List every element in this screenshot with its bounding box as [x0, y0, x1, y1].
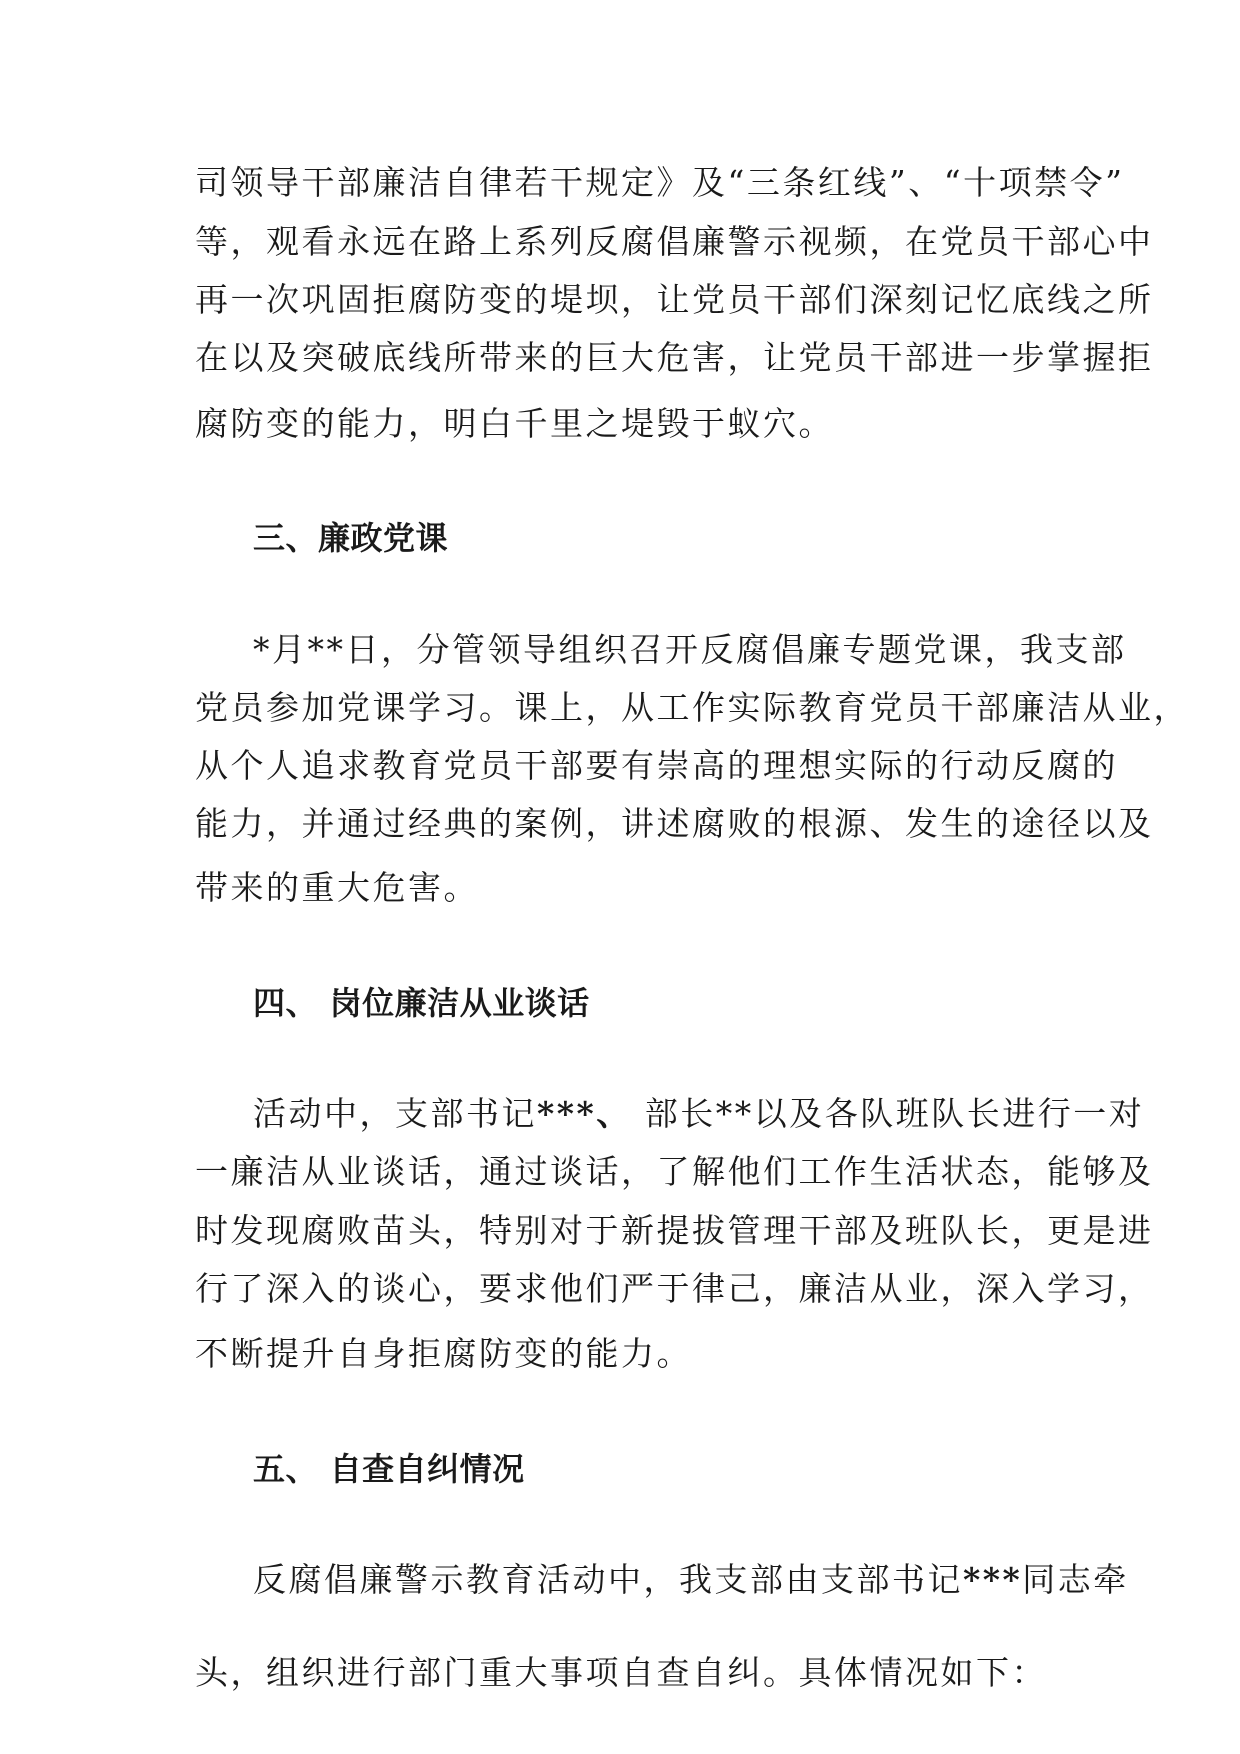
paragraph-line: [253, 1094, 1144, 1134]
paragraph-line: 行了深入的谈心，要求他们严于律己，廉洁从业，深入学习，: [195, 1269, 1154, 1308]
paragraph-line: *月**日，分管领导组织召开反腐倡廉专题党课，我支部: [253, 630, 1127, 669]
paragraph-line: 等，观看永远在路上系列反腐倡廉警示视频，在党员干部心中: [195, 222, 1154, 261]
paragraph-line: 从个人追求教育党员干部要有崇高的理想实际的行动反腐的: [195, 746, 1118, 785]
redacted-name: ***、: [537, 1094, 632, 1133]
paragraph-line: 一廉洁从业谈话，通过谈话，了解他们工作生活状态，能够及: [195, 1152, 1154, 1191]
redacted-name: ***: [963, 1560, 1023, 1599]
paragraph-line: 再一次巩固拒腐防变的堤坝，让党员干部们深刻记忆底线之所: [195, 280, 1154, 319]
section-heading: 四、 岗位廉洁从业谈话: [253, 984, 590, 1022]
paragraph-line: 头，组织进行部门重大事项自查自纠。具体情况如下：: [195, 1653, 1047, 1692]
paragraph-line: 腐防变的能力，明白千里之堤毁于蚁穴。: [195, 404, 834, 443]
text-run: 同志牵: [1022, 1560, 1129, 1599]
paragraph-line: 带来的重大危害。: [195, 868, 479, 907]
paragraph-line: 在以及突破底线所带来的巨大危害，让党员干部进一步掌握拒: [195, 338, 1154, 377]
paragraph-line: 党员参加党课学习。课上，从工作实际教育党员干部廉洁从业，: [195, 688, 1189, 727]
paragraph-line: 司领导干部廉洁自律若干规定》及“三条红线”、“十项禁令”: [195, 163, 1125, 202]
text-run: 部长**以及各队班队长进行一对: [631, 1094, 1145, 1133]
text-run: 反腐倡廉警示教育活动中，我支部由支部书记: [253, 1560, 963, 1599]
section-heading: 五、 自查自纠情况: [253, 1450, 525, 1488]
paragraph-line: 不断提升自身拒腐防变的能力。: [195, 1334, 692, 1373]
section-heading: 三、廉政党课: [253, 519, 449, 557]
paragraph-line: 时发现腐败苗头，特别对于新提拔管理干部及班队长，更是进: [195, 1211, 1154, 1250]
text-run: 活动中，支部书记: [253, 1094, 537, 1133]
paragraph-line: 能力，并通过经典的案例，讲述腐败的根源、发生的途径以及: [195, 804, 1154, 843]
paragraph-line: [253, 1560, 1129, 1600]
